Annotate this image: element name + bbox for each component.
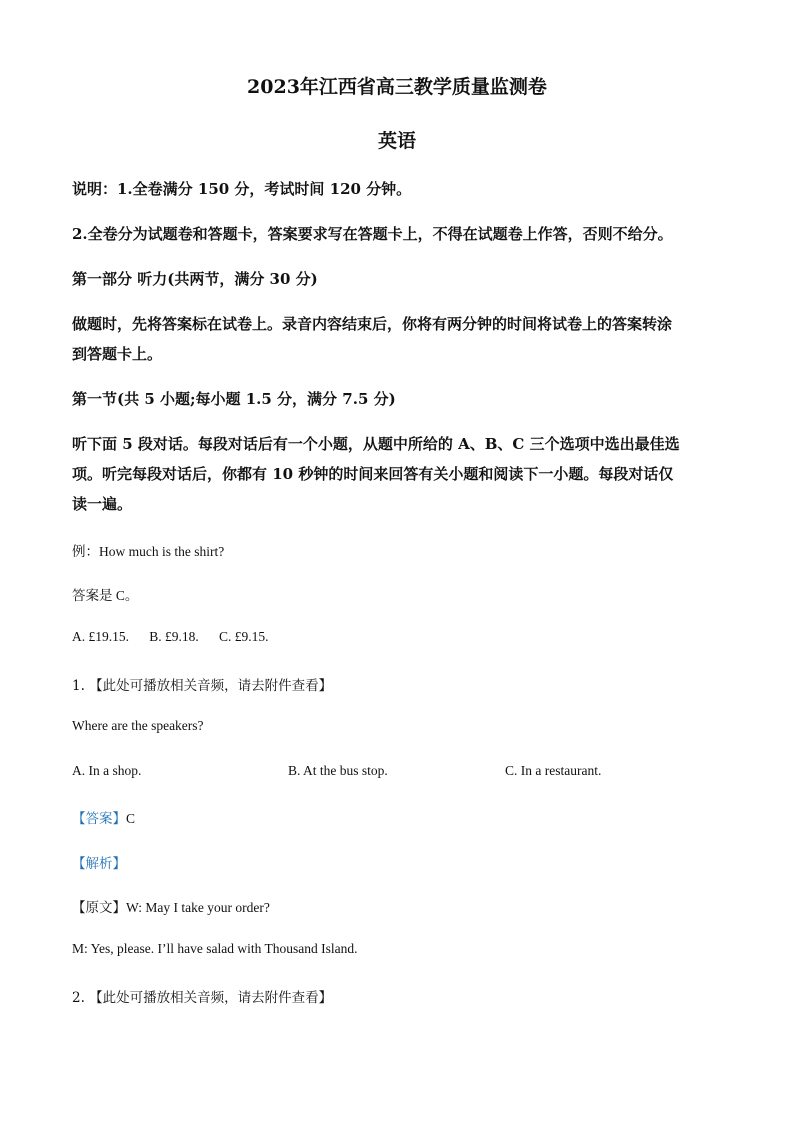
q1-original xyxy=(72,896,270,916)
part1-desc-line-2: 到答题卡上。 xyxy=(72,345,163,363)
part1-heading: 第一部分 听力(共两节，满分 30 分) xyxy=(72,270,318,288)
q1-question: Where are the speakers? xyxy=(72,718,204,733)
q1-analysis-label: 【解析】 xyxy=(72,856,126,872)
original-label: 【原文】 xyxy=(72,900,126,916)
q2-audio-note[interactable]: 2. 【此处可播放相关音频，请去附件查看】 xyxy=(72,990,333,1006)
q1-option-a: A. In a shop. xyxy=(72,763,142,778)
q1-dialogue-line-2: M: Yes, please. I’ll have salad with Thousand Island. xyxy=(72,941,358,956)
section1-heading: 第一节(共 5 小题;每小题 1.5 分，满分 7.5 分) xyxy=(72,390,396,408)
instructions-line-2: 2.全卷分为试题卷和答题卡，答案要求写在答题卡上，不得在试题卷上作答，否则不给分。 xyxy=(72,225,673,243)
example-options: A. £19.15. B. £9.18. C. £9.15. xyxy=(72,629,269,644)
q1-answer xyxy=(72,807,135,827)
q1-audio-note[interactable]: 1. 【此处可播放相关音频，请去附件查看】 xyxy=(72,678,333,694)
exam-title: 2023年江西省高三教学质量监测卷 xyxy=(247,76,547,98)
section1-desc-line-3: 读一遍。 xyxy=(72,495,133,513)
original-text: W: May I take your order? xyxy=(126,900,270,915)
answer-label: 【答案】 xyxy=(72,811,126,827)
example-answer: 答案是 C。 xyxy=(72,588,139,603)
answer-value: C xyxy=(126,811,136,826)
q1-option-c: C. In a restaurant. xyxy=(505,763,602,778)
example-question: 例：How much is the shirt? xyxy=(72,544,225,559)
section1-desc-line-1: 听下面 5 段对话。每段对话后有一个小题，从题中所给的 A、B、C 三个选项中选出最佳选 xyxy=(72,435,680,453)
part1-desc-line-1: 做题时，先将答案标在试卷上。录音内容结束后，你将有两分钟的时间将试卷上的答案转涂 xyxy=(72,315,673,333)
instructions-line-1: 说明：1.全卷满分 150 分，考试时间 120 分钟。 xyxy=(72,180,412,198)
q1-option-b: B. At the bus stop. xyxy=(288,763,388,778)
section1-desc-line-2: 项。听完每段对话后，你都有 10 秒钟的时间来回答有关小题和阅读下一小题。每段对话仅 xyxy=(72,465,674,483)
subject-title: 英语 xyxy=(377,130,416,152)
